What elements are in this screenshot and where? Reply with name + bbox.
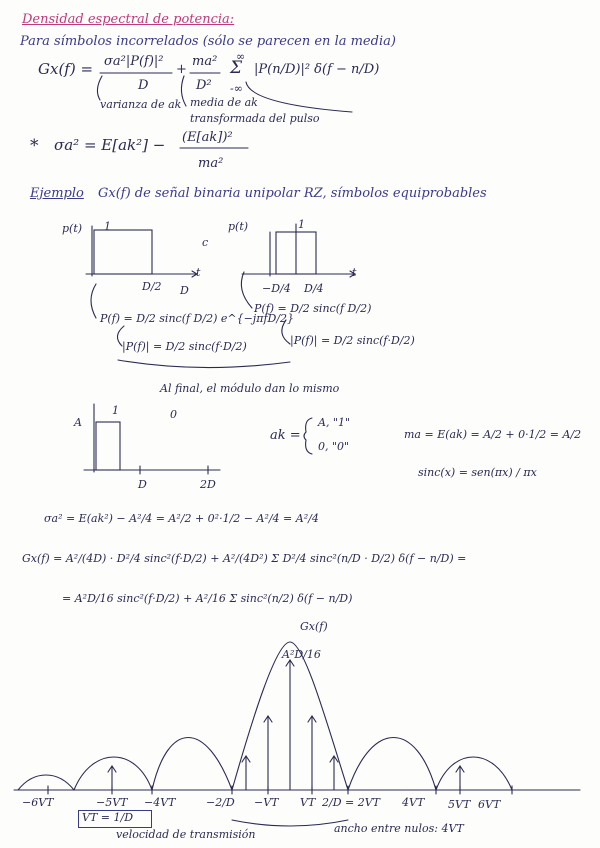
left-top: 1 (104, 220, 111, 233)
gx-term1-den: D (138, 78, 149, 93)
right-abs-pf: |P(f)| = D/2 sinc(f·D/2) (290, 334, 415, 347)
sigma-calc: σa² = E(ak²) − A²/4 = A²/2 + 0²·1/2 − A²/4 = A²/4 (44, 512, 319, 525)
ak-case1: A, "1" (318, 416, 351, 429)
gx-calc-line1: Gx(f) = A²/(4D) · D²/4 sinc²(f·D/2) + A²/(4D²) Σ D²/4 sinc²(n/D · D/2) δ(f − n/D) = (22, 552, 467, 565)
null-width-note: ancho entre nulos: 4VT (334, 822, 464, 835)
gx-sum-top: ∞ (236, 50, 246, 63)
spectrum-title: Gx(f) (300, 620, 328, 633)
tick-4vt: 4VT (402, 796, 425, 809)
ak-lhs: ak = (270, 428, 301, 443)
spectrum-peak: A²D/16 (282, 648, 321, 661)
ak-zero: 0 (170, 408, 177, 421)
left-tick-d: D (180, 284, 189, 297)
ak-one: 1 (112, 404, 119, 417)
page-title: Densidad espectral de potencia: (22, 12, 235, 27)
modulo-note: Al final, el módulo dan lo mismo (160, 382, 340, 395)
ak-tick-d: D (138, 478, 147, 491)
right-ylabel: p(t) (228, 220, 249, 233)
left-pf: P(f) = D/2 sinc(f D/2) e^{−jπfD/2} (100, 312, 295, 325)
tick-m5vt: −5VT (96, 796, 128, 809)
left-ylabel: p(t) (62, 222, 83, 235)
right-pf: P(f) = D/2 sinc(f D/2) (254, 302, 372, 315)
left-tick-d2: D/2 (142, 280, 162, 293)
gx-plus: + (176, 62, 187, 77)
gx-lhs: Gx(f) = (38, 60, 94, 78)
ak-case2: 0, "0" (318, 440, 350, 453)
tick-5vt: 5VT (448, 798, 471, 811)
gx-calc-line2: = A²D/16 sinc²(f·D/2) + A²/16 Σ sinc²(n/2) δ(f − n/D) (62, 592, 353, 605)
gx-term1-num: σa²|P(f)|² (104, 54, 164, 69)
right-top: 1 (298, 218, 305, 231)
variance-den: ma² (198, 156, 224, 171)
left-axis-t: t (196, 266, 201, 279)
page-subtitle: Para símbolos incorrelados (sólo se parecen en la media) (20, 34, 396, 49)
gx-sum-bot: -∞ (230, 82, 243, 95)
ak-tick-2d: 2D (200, 478, 216, 491)
tick-m6vt: −6VT (22, 796, 54, 809)
right-tick-1: −D/4 (262, 282, 291, 295)
variance-lhs: σa² = E[ak²] − (54, 136, 166, 154)
vt-note: velocidad de transmisión (116, 828, 256, 841)
sinc-def: sinc(x) = sen(πx) / πx (418, 466, 537, 479)
example-label: Ejemplo (30, 186, 84, 201)
tick-mvt: −VT (254, 796, 279, 809)
tick-m2d: −2/D (206, 796, 235, 809)
ma-def: ma = E(ak) = A/2 + 0·1/2 = A/2 (404, 428, 582, 441)
tick-m4vt: −4VT (144, 796, 176, 809)
example-text: Gx(f) de señal binaria unipolar RZ, símbolos equiprobables (98, 186, 487, 201)
tick-6vt: 6VT (478, 798, 501, 811)
right-tick-2: D/4 (304, 282, 324, 295)
gx-sum-body: |P(n/D)|² δ(f − n/D) (254, 62, 380, 77)
mid-c: c (202, 236, 209, 249)
tick-vt: VT (300, 796, 316, 809)
gx-term2-den: D² (196, 78, 212, 93)
right-axis-t: t (352, 266, 357, 279)
gx-term2-num: ma² (192, 54, 218, 69)
ak-a-label: A (74, 416, 82, 429)
gx-sum-sign: Σ (230, 58, 243, 78)
left-abs-pf: |P(f)| = D/2 sinc(f·D/2) (122, 340, 247, 353)
tick-2d: 2/D = 2VT (322, 796, 381, 809)
note-varianza: varianza de ak (100, 98, 182, 111)
vt-def: VT = 1/D (82, 811, 134, 824)
variance-num: (E[ak])² (182, 130, 233, 145)
note-media: media de ak (190, 96, 258, 109)
star-mark: * (30, 136, 39, 156)
note-transformada: transformada del pulso (190, 112, 320, 125)
